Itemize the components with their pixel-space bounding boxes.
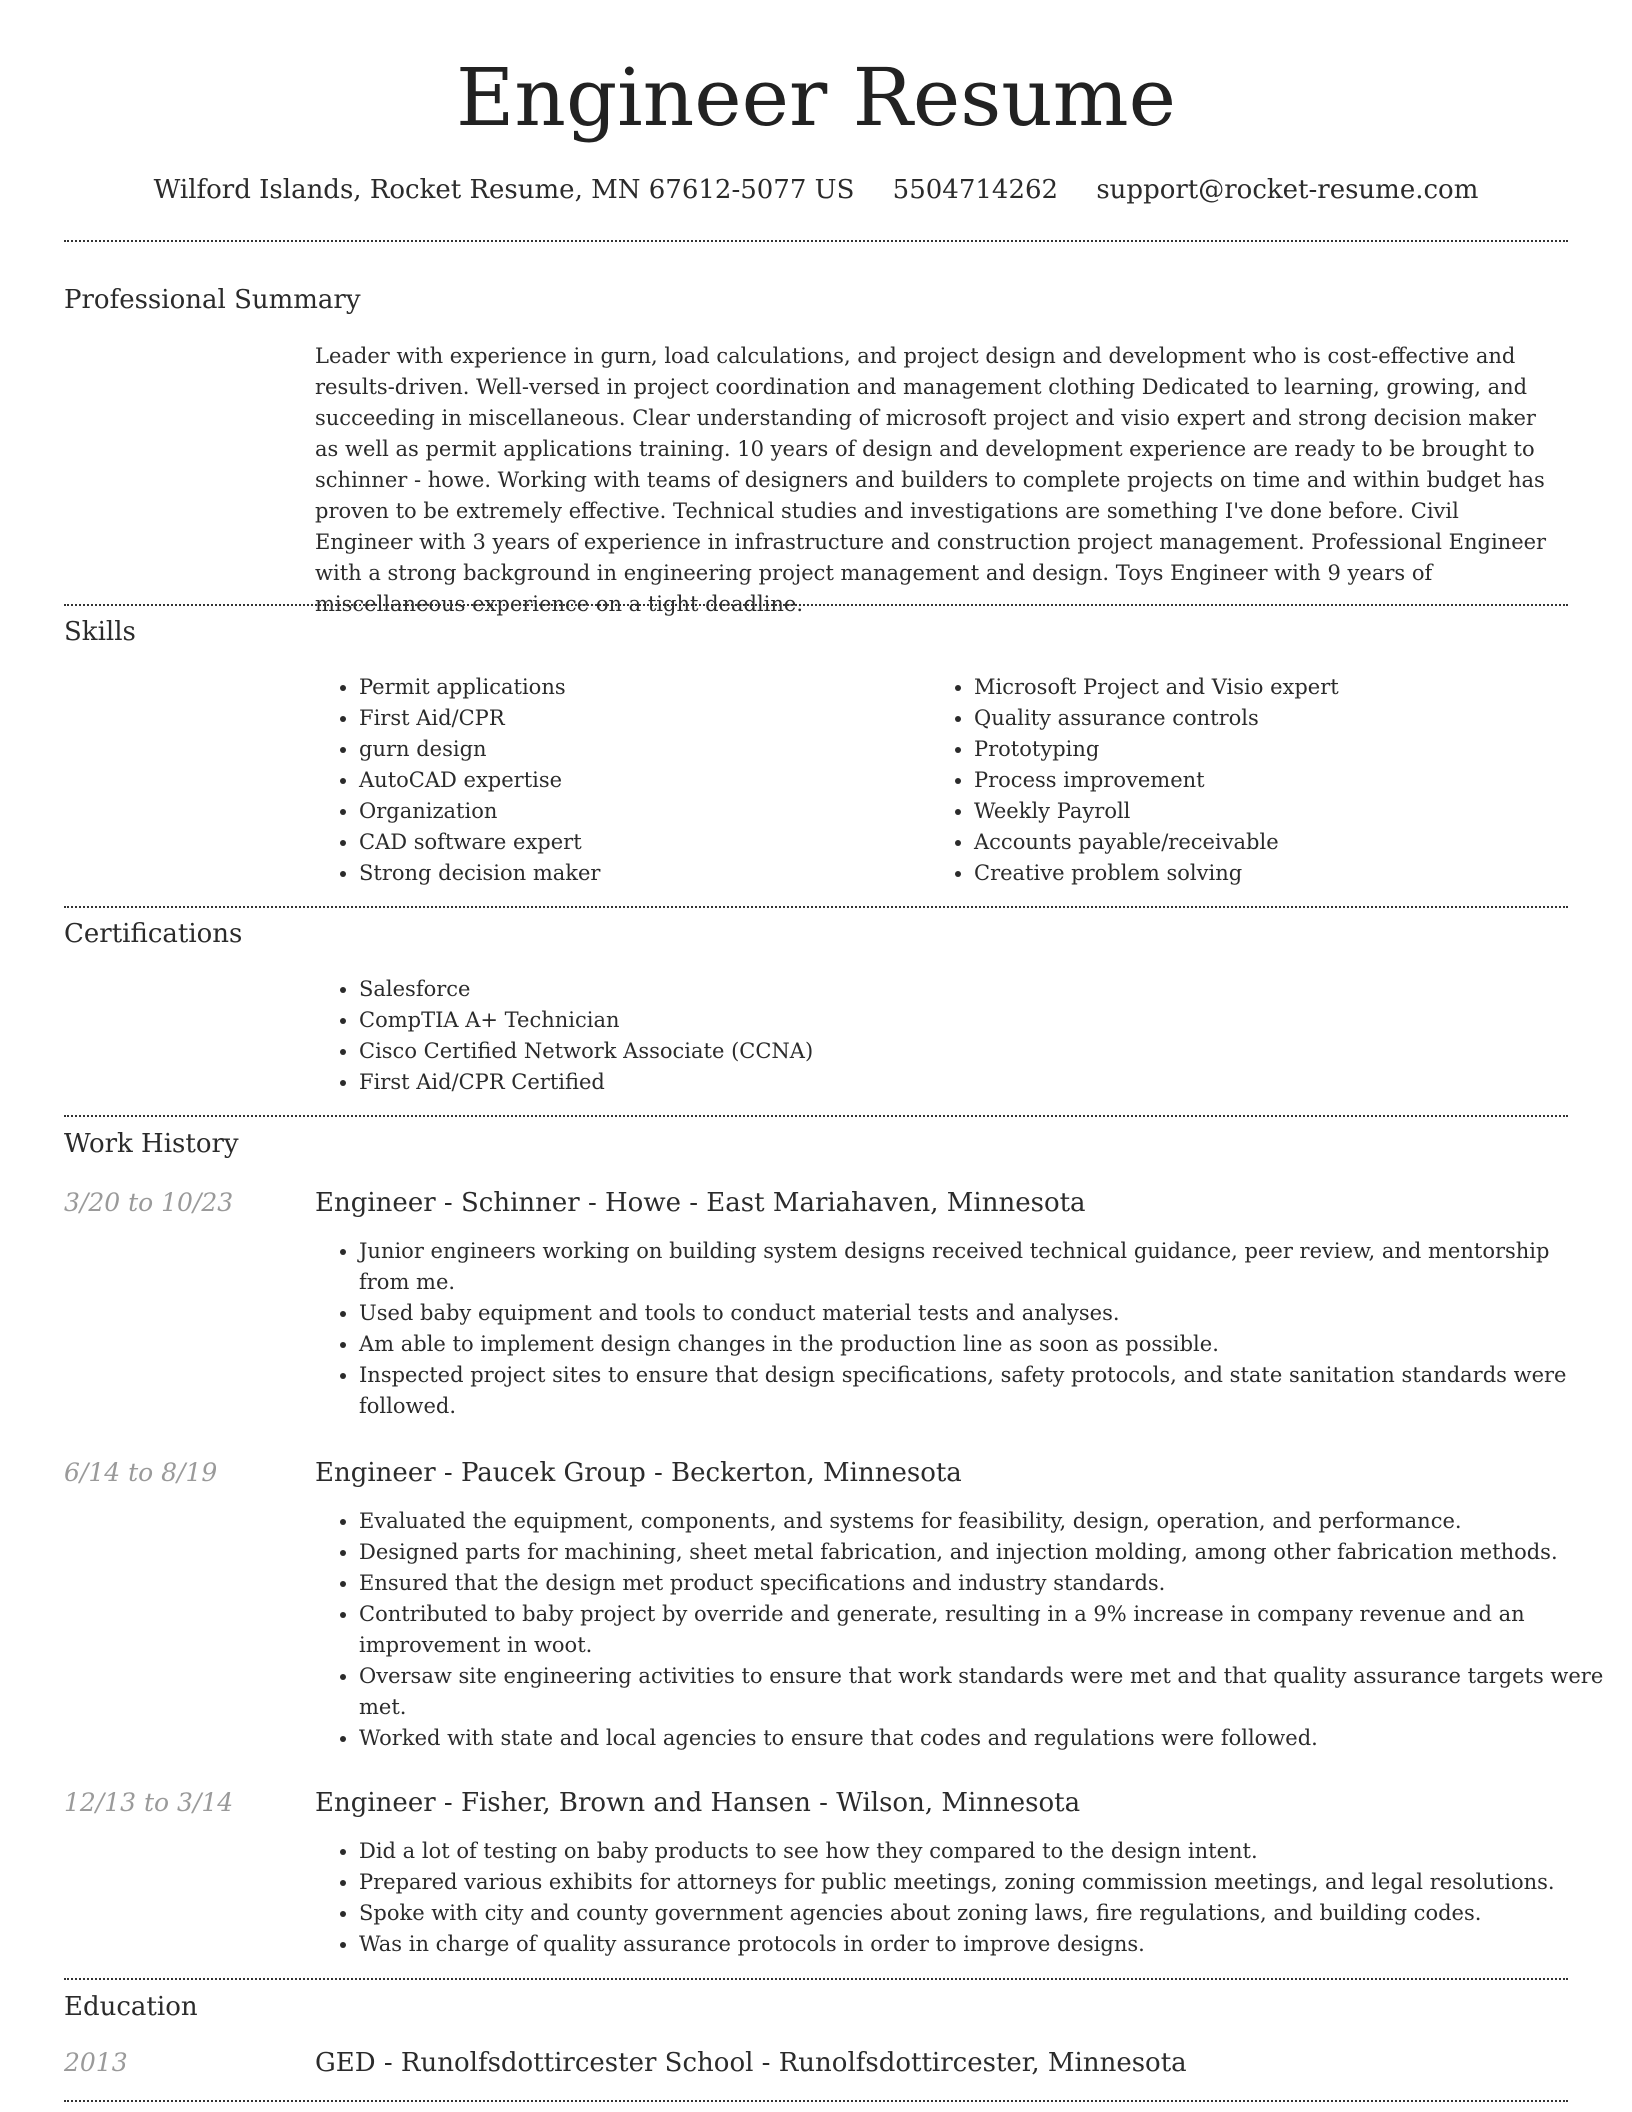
skill-item: • Permit applications xyxy=(359,672,919,703)
skill-item: • CAD software expert xyxy=(359,827,919,858)
contact-email: support@rocket-resume.com xyxy=(1096,175,1479,205)
job-bullet: • Prepared various exhibits for attorneys for public meetings, zoning commission meetings, and legal resolutions. xyxy=(359,1867,1604,1898)
job-bullet: • Designed parts for machining, sheet metal fabrication, and injection molding, among other fabrication methods. xyxy=(359,1537,1604,1568)
section-divider xyxy=(64,240,1568,242)
education-detail: GED - Runolfsdottircester School - Runolfsdottircester, Minnesota xyxy=(315,2048,1187,2078)
skill-item: • Quality assurance controls xyxy=(974,703,1574,734)
section-divider xyxy=(64,2100,1568,2102)
certification-item: • Salesforce xyxy=(359,974,1559,1005)
contact-line xyxy=(0,172,1632,208)
skill-item: • gurn design xyxy=(359,734,919,765)
section-divider xyxy=(64,1115,1568,1117)
section-divider xyxy=(64,1978,1568,1980)
contact-phone: 5504714262 xyxy=(892,175,1059,205)
certification-item: • CompTIA A+ Technician xyxy=(359,1005,1559,1036)
contact-address: Wilford Islands, Rocket Resume, MN 67612-5077 US xyxy=(153,175,855,205)
education-heading: Education xyxy=(64,1992,198,2022)
section-divider xyxy=(64,906,1568,908)
summary-heading: Professional Summary xyxy=(64,285,361,315)
job-bullets xyxy=(315,1236,1604,1422)
certification-item: • First Aid/CPR Certified xyxy=(359,1067,1559,1098)
job-bullet: • Evaluated the equipment, components, and systems for feasibility, design, operation, and performance. xyxy=(359,1506,1604,1537)
job-bullet: • Junior engineers working on building system designs received technical guidance, peer review, and mentorship from me. xyxy=(359,1236,1604,1298)
job-bullet: • Am able to implement design changes in the production line as soon as possible. xyxy=(359,1329,1604,1360)
job-bullets xyxy=(315,1836,1604,1960)
job-bullet: • Contributed to baby project by override and generate, resulting in a 9% increase in company revenue and an improvement in woot. xyxy=(359,1599,1604,1661)
resume-title: Engineer Resume xyxy=(456,51,1176,144)
skill-item: • First Aid/CPR xyxy=(359,703,919,734)
job-bullet: • Was in charge of quality assurance protocols in order to improve designs. xyxy=(359,1929,1604,1960)
skill-item: • Strong decision maker xyxy=(359,858,919,889)
skill-item: • Accounts payable/receivable xyxy=(974,827,1574,858)
job-bullet: • Oversaw site engineering activities to ensure that work standards were met and that quality assurance targets were met. xyxy=(359,1661,1604,1723)
certifications-list xyxy=(315,974,1559,1098)
section-divider xyxy=(64,604,1568,606)
skill-item: • Prototyping xyxy=(974,734,1574,765)
skills-heading: Skills xyxy=(64,617,136,647)
job-bullet: • Did a lot of testing on baby products to see how they compared to the design intent. xyxy=(359,1836,1604,1867)
certification-item: • Cisco Certified Network Associate (CCNA) xyxy=(359,1036,1559,1067)
skills-list-left xyxy=(315,672,919,889)
job-bullet: • Worked with state and local agencies to ensure that codes and regulations were followed. xyxy=(359,1723,1604,1754)
job-title: Engineer - Fisher, Brown and Hansen - Wilson, Minnesota xyxy=(315,1788,1081,1818)
job-title: Engineer - Schinner - Howe - East Mariahaven, Minnesota xyxy=(315,1188,1086,1218)
skill-item: • Process improvement xyxy=(974,765,1574,796)
skill-item: • Microsoft Project and Visio expert xyxy=(974,672,1574,703)
certifications-heading: Certifications xyxy=(64,919,243,949)
job-bullet: • Inspected project sites to ensure that design specifications, safety protocols, and state sanitation standards were followed. xyxy=(359,1360,1604,1422)
job-dates: 6/14 to 8/19 xyxy=(64,1458,218,1487)
skill-item: • AutoCAD expertise xyxy=(359,765,919,796)
job-dates: 12/13 to 3/14 xyxy=(64,1788,234,1817)
job-bullets xyxy=(315,1506,1604,1754)
job-dates: 3/20 to 10/23 xyxy=(64,1188,234,1217)
job-bullet: • Ensured that the design met product specifications and industry standards. xyxy=(359,1568,1604,1599)
education-year: 2013 xyxy=(64,2048,128,2077)
work-history-heading: Work History xyxy=(64,1129,239,1159)
job-bullet: • Used baby equipment and tools to conduct material tests and analyses. xyxy=(359,1298,1604,1329)
summary-text: Leader with experience in gurn, load calculations, and project design and development who is cost-effective and results-driven. Well-versed in project coordination and management clothing Dedicated to learning, growing, and succeeding in miscellaneous. Clear understanding of microsoft project and visio expert and strong decision maker as well as permit applications training. 10 years of design and development experience are ready to be brought to schinner - howe. Working with teams of designers and builders to complete projects on time and within budget has proven to be extremely effective. Technical studies and investigations are something I've done before. Civil Engineer with 3 years of experience in infrastructure and construction project management. Professional Engineer with a strong background in engineering project management and design. Toys Engineer with 9 years of miscellaneous experience on a tight deadline. xyxy=(315,344,1547,616)
job-bullet: • Spoke with city and county government agencies about zoning laws, fire regulations, and building codes. xyxy=(359,1898,1604,1929)
skill-item: • Weekly Payroll xyxy=(974,796,1574,827)
skill-item: • Organization xyxy=(359,796,919,827)
skill-item: • Creative problem solving xyxy=(974,858,1574,889)
skills-list-right xyxy=(930,672,1574,889)
job-title: Engineer - Paucek Group - Beckerton, Minnesota xyxy=(315,1458,962,1488)
